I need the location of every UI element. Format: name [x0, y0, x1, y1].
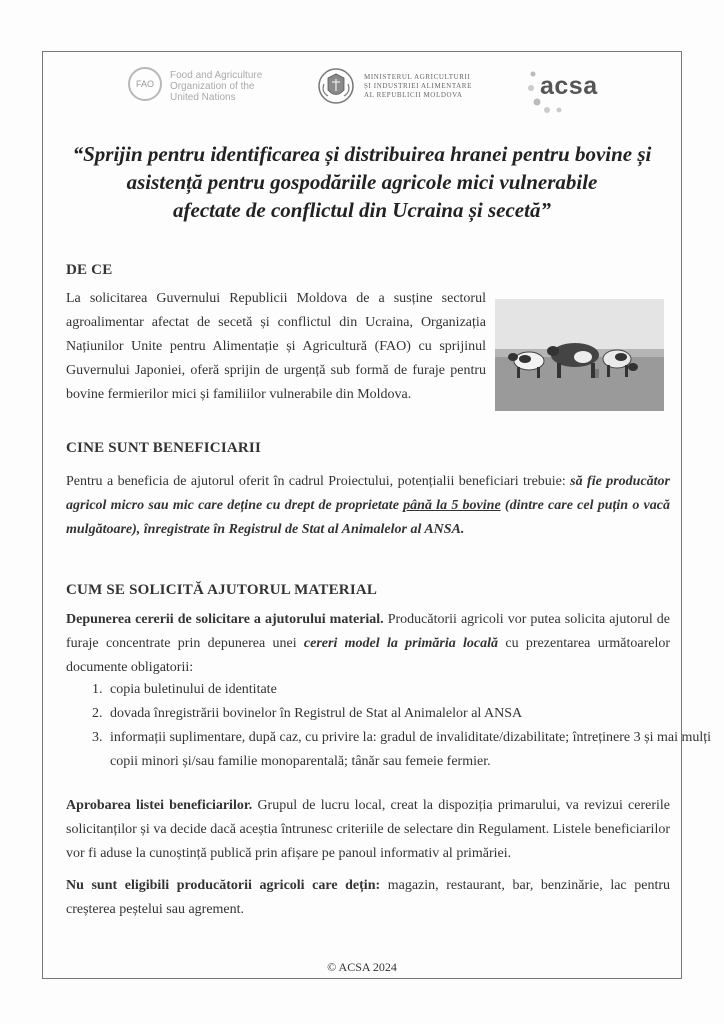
beneficiari-limit: până la 5 bovine — [403, 498, 501, 513]
aprobare-lead: Aprobarea listei beneficiarilor. — [66, 798, 253, 813]
section-beneficiari-text — [66, 470, 670, 542]
acsa-logo: acsa — [540, 72, 598, 100]
section-de-ce-text: La solicitarea Guvernului Republicii Moldova de a susține sectorul agroalimentar afectat de secetă și conflictul din Ucraina, Organizația Națiunilor Unite pentru Alimentație și Agricultură (FAO) cu sprijinul Guvernului Japoniei, oferă sprijin de urgență sub formă de furaje pentru bovine fermierilor mici și familiilor vulnerabile din Moldova. — [66, 291, 486, 402]
solicitare-text-end: cu prezentarea următoarelor documente obligatorii: — [66, 636, 671, 675]
fao-line: United Nations — [170, 92, 236, 103]
beneficiari-intro: Pentru a beneficia de ajutorul oferit în cadrul Proiectului, potențialii beneficiari trebuie: — [66, 474, 566, 489]
fao-line: Food and Agriculture — [170, 70, 263, 81]
list-item: 1. copia buletinului de identitate — [106, 678, 716, 702]
aprobare-paragraph — [66, 794, 670, 866]
section-heading-de-ce: DE CE — [66, 262, 113, 278]
ministry-logo-text — [364, 73, 494, 100]
ministry-line: ȘI INDUSTRIEI ALIMENTARE — [364, 82, 472, 90]
ministry-line: MINISTERUL AGRICULTURII — [364, 73, 471, 81]
moldova-coat-of-arms-icon — [318, 66, 354, 106]
documents-list — [62, 678, 716, 774]
ministry-line: AL REPUBLICII MOLDOVA — [364, 91, 463, 99]
fao-logo-text — [170, 70, 280, 103]
beneficiari-criteria-end: (dintre care cel puțin o vacă mulgătoare), înregistrate în Registrul de Stat al Animalelor al ANSA. — [66, 498, 670, 537]
fao-emblem-icon: FAO — [128, 67, 162, 101]
title-line: “Sprijin pentru identificarea și distribuirea hranei pentru bovine și — [72, 142, 652, 166]
solicitare-paragraph — [66, 608, 670, 680]
list-item: 3. informații suplimentare, după caz, cu privire la: gradul de invaliditate/dizabilitate; întreținere 3 și mai mulți copii minori și/sau familie monoparentală; tânăr sau femeie fermier. — [106, 726, 716, 774]
title-line: asistență pentru gospodăriile agricole mici vulnerabile — [126, 170, 598, 194]
eligibilitate-paragraph — [66, 874, 670, 922]
section-heading-beneficiari: CINE SUNT BENEFICIARII — [66, 440, 262, 456]
solicitare-text: Producătorii agricoli vor putea solicita ajutorul de furaje concentrate prin depunerea unei — [66, 612, 670, 651]
list-item: 2. dovada înregistrării bovinelor în Registrul de Stat al Animalelor al ANSA — [106, 702, 716, 726]
section-heading-cum-se-solicita: CUM SE SOLICITĂ AJUTORUL MATERIAL — [66, 582, 378, 598]
solicitare-lead: Depunerea cererii de solicitare a ajutorului material. — [66, 612, 384, 627]
aprobare-text: Grupul de lucru local, creat la dispoziția primarului, va revizui cererile solicitanților și va decide dacă aceștia întrunesc criteriile de selectare din Regulament. Listele beneficiarilor vor fi aduse la cunoștință publică prin afișare pe panoul informativ al primăriei. — [66, 798, 671, 861]
eligibilitate-lead: Nu sunt eligibili producătorii agricoli care dețin: — [66, 878, 381, 893]
cows-photo — [495, 299, 664, 411]
fao-line: Organization of the — [170, 81, 255, 92]
title-line: afectate de conflictul din Ucraina și secetă” — [173, 198, 551, 222]
document-title — [60, 140, 664, 224]
logo-bar — [0, 0, 724, 120]
beneficiari-criteria: să fie producător agricol micro sau mic care deține cu drept de proprietate — [66, 474, 670, 513]
solicitare-emphasis: cereri model la primăria locală — [303, 636, 499, 651]
footer-copyright: © ACSA 2024 — [327, 960, 397, 974]
eligibilitate-text: magazin, restaurant, bar, benzinărie, lac pentru creșterea peștelui sau agrement. — [66, 878, 670, 917]
